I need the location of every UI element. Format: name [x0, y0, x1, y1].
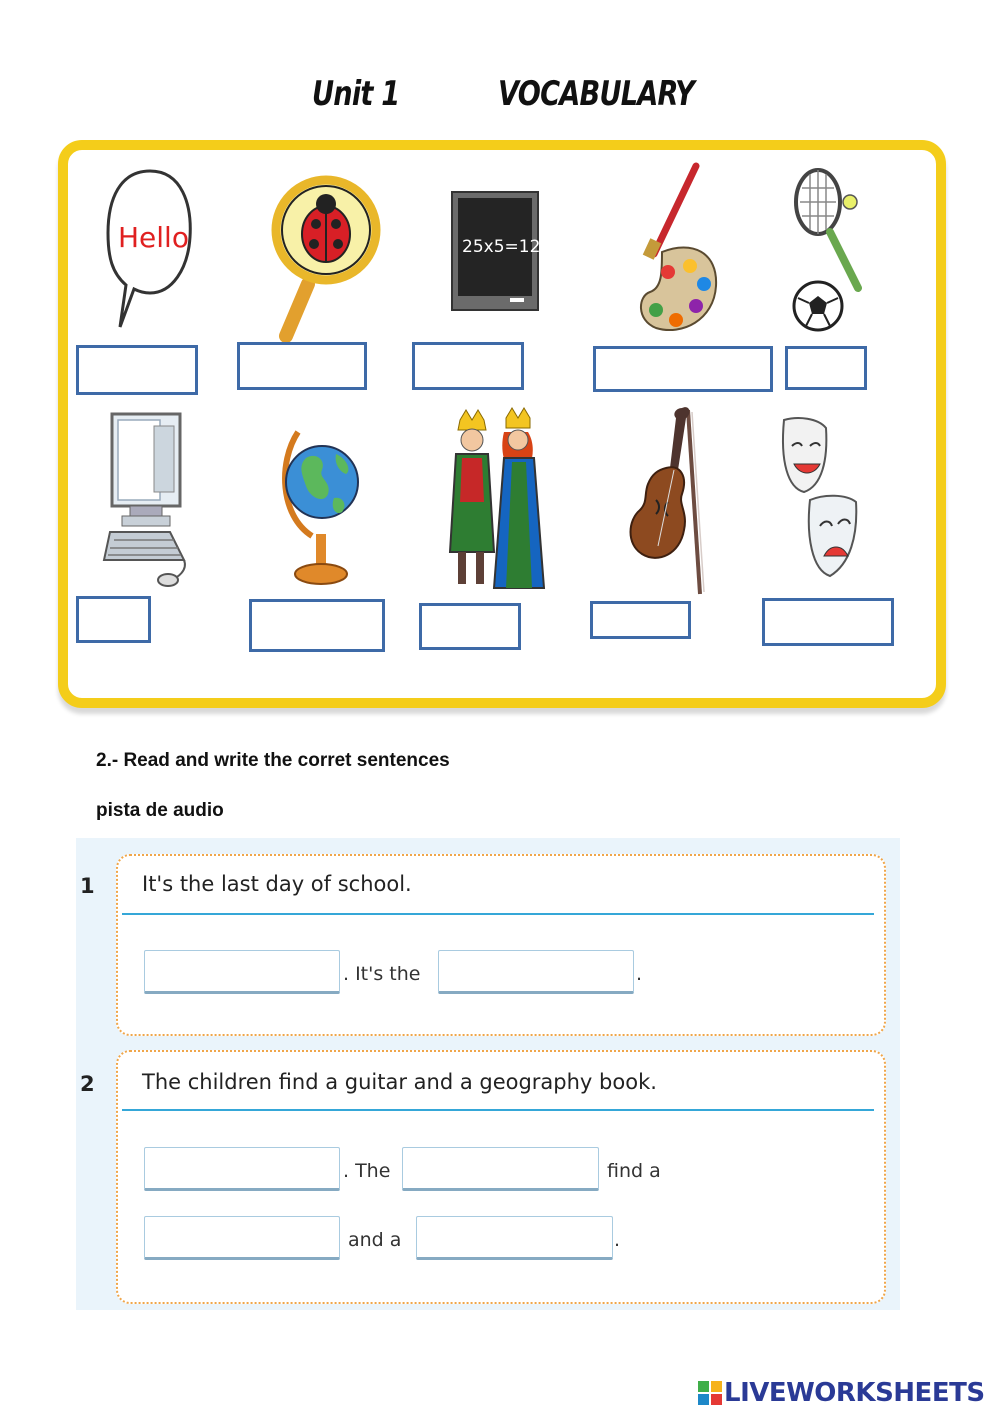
king-and-queen-image: [444, 402, 546, 594]
item2-connector-text-1: . The: [343, 1160, 391, 1182]
item2-end-period: .: [614, 1229, 621, 1251]
item1-end-period: .: [636, 963, 643, 985]
blank-1b[interactable]: [438, 950, 634, 994]
item-number-2: 2: [80, 1072, 95, 1096]
answer-box-ict[interactable]: [76, 596, 151, 643]
blank-2c[interactable]: [144, 1216, 340, 1260]
hello-speech-bubble-image: [104, 165, 196, 335]
computer-image: [104, 410, 188, 588]
item2-connector-text-3: and a: [348, 1229, 402, 1251]
liveworksheets-logo-icon: [698, 1381, 722, 1405]
answer-box-maths[interactable]: [412, 342, 524, 390]
divider-line-2: [122, 1109, 874, 1111]
answer-box-hello[interactable]: [76, 345, 198, 395]
item1-connector-text: . It's the: [343, 963, 421, 985]
hello-text: Hello: [118, 221, 189, 254]
paint-palette-image: [632, 160, 722, 340]
audio-track-label[interactable]: pista de audio: [96, 800, 224, 821]
answer-box-art[interactable]: [593, 346, 773, 392]
answer-box-music[interactable]: [590, 601, 691, 639]
divider-line-1: [122, 913, 874, 915]
answer-box-pe[interactable]: [785, 346, 867, 390]
page-title: VOCABULARY: [498, 74, 695, 114]
blank-2b[interactable]: [402, 1147, 599, 1191]
magnifying-glass-ladybird-image: [268, 164, 378, 342]
item-sentence-1: It's the last day of school.: [142, 872, 412, 896]
section2-instruction: 2.- Read and write the corret sentences: [96, 750, 450, 771]
answer-box-history[interactable]: [419, 603, 521, 650]
item-sentence-2: The children find a guitar and a geography book.: [142, 1070, 657, 1094]
item-number-1: 1: [80, 874, 95, 898]
unit-label: Unit 1: [312, 74, 400, 114]
blackboard-text: 25x5=125: [462, 237, 552, 257]
tennis-racket-and-football-image: [792, 158, 870, 342]
answer-box-drama[interactable]: [762, 598, 894, 646]
globe-image: [276, 412, 360, 588]
blank-1a[interactable]: [144, 950, 340, 994]
blank-2a[interactable]: [144, 1147, 340, 1191]
blackboard-image: [450, 190, 552, 314]
item2-connector-text-2: find a: [607, 1160, 661, 1182]
blank-2d[interactable]: [416, 1216, 613, 1260]
answer-box-geography[interactable]: [249, 599, 385, 652]
theatre-masks-image: [778, 416, 860, 580]
answer-box-science[interactable]: [237, 342, 367, 390]
liveworksheets-logo-text: LIVEWORKSHEETS: [724, 1378, 985, 1408]
liveworksheets-logo[interactable]: [698, 1378, 985, 1408]
violin-image: [626, 404, 708, 596]
